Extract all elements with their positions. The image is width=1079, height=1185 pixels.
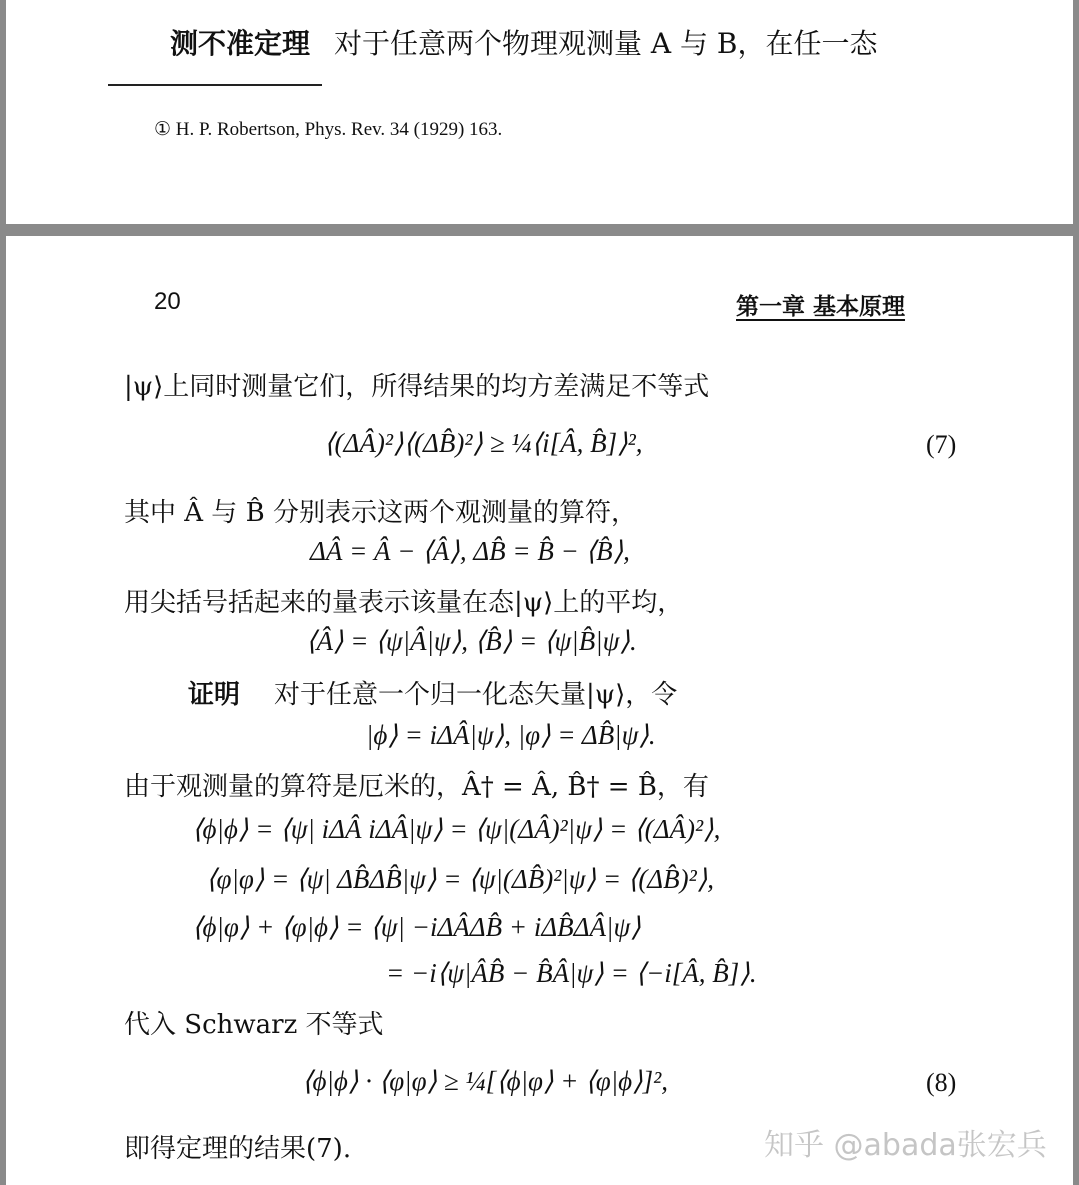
equation-7-number: (7) xyxy=(926,430,957,459)
proof-text: 对于任意一个归一化态矢量|ψ⟩，令 xyxy=(274,680,678,710)
equation-delta: ΔÂ = Â − ⟨Â⟩, ΔB̂ = B̂ − ⟨B̂⟩, xyxy=(310,536,630,566)
equation-phi-phi: ⟨ϕ|ϕ⟩ = ⟨ψ| iΔÂ iΔÂ|ψ⟩ = ⟨ψ|(ΔÂ)²|ψ⟩ = ⟨(ΔÂ)²⟩, xyxy=(192,814,721,844)
text-line-4: 由于观测量的算符是厄米的，Â† = Â, B̂† = B̂，有 xyxy=(124,772,709,802)
text-line-6: 即得定理的结果(7). xyxy=(124,1134,352,1164)
footnote: ① H. P. Robertson, Phys. Rev. 34 (1929) 163. xyxy=(154,119,503,140)
page-number: 20 xyxy=(154,288,181,315)
equation-7: ⟨(ΔÂ)²⟩⟨(ΔB̂)²⟩ ≥ ¼⟨i[Â, B̂]⟩², xyxy=(324,428,643,458)
equation-cross-1: ⟨ϕ|φ⟩ + ⟨φ|ϕ⟩ = ⟨ψ| −iΔÂΔB̂ + iΔB̂ΔÂ|ψ⟩ xyxy=(192,912,641,942)
text-line-5: 代入 Schwarz 不等式 xyxy=(124,1010,384,1040)
footnote-rule xyxy=(108,84,322,86)
theorem-title: 测不准定理 xyxy=(170,27,311,60)
proof-label: 证明 xyxy=(188,680,241,710)
theorem-text: 对于任意两个物理观测量 A 与 B，在任一态 xyxy=(334,27,878,60)
equation-cross-2: = −i⟨ψ|ÂB̂ − B̂Â|ψ⟩ = ⟨−i[Â, B̂]⟩. xyxy=(386,958,757,988)
equation-definition: |ϕ⟩ = iΔÂ|ψ⟩, |φ⟩ = ΔB̂|ψ⟩. xyxy=(366,720,656,750)
equation-average: ⟨Â⟩ = ⟨ψ|Â|ψ⟩, ⟨B̂⟩ = ⟨ψ|B̂|ψ⟩. xyxy=(306,626,637,656)
chapter-header: 第一章 基本原理 xyxy=(736,293,906,320)
text-line-2: 其中 Â 与 B̂ 分别表示这两个观测量的算符， xyxy=(124,498,637,528)
text-line-3: 用尖括号括起来的量表示该量在态|ψ⟩上的平均， xyxy=(124,588,684,618)
equation-varphi-varphi: ⟨φ|φ⟩ = ⟨ψ| ΔB̂ΔB̂|ψ⟩ = ⟨ψ|(ΔB̂)²|ψ⟩ = ⟨(ΔB̂)²⟩, xyxy=(206,864,715,894)
top-page-fragment xyxy=(6,0,1073,224)
bottom-page xyxy=(6,236,1073,1185)
equation-8-number: (8) xyxy=(926,1068,957,1097)
equation-8: ⟨ϕ|ϕ⟩ · ⟨φ|φ⟩ ≥ ¼[⟨ϕ|φ⟩ + ⟨φ|ϕ⟩]², xyxy=(302,1066,669,1096)
watermark: 知乎 @abada张宏兵 xyxy=(764,1128,1047,1163)
text-line-1: |ψ⟩上同时测量它们，所得结果的均方差满足不等式 xyxy=(124,372,710,402)
